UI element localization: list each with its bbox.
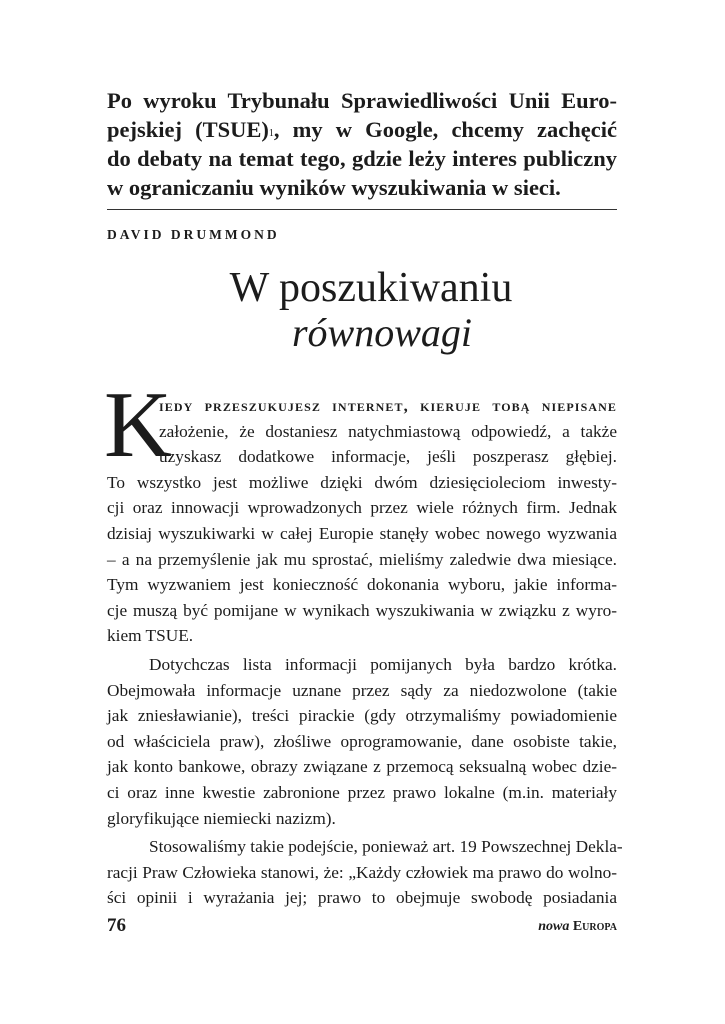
paragraph-2 [107, 652, 617, 831]
body-line: cje muszą być pomijane w wynikach wyszukiwania w związku z wyro- [107, 600, 617, 620]
body-line: racji Praw Człowieka stanowi, że: „Każdy człowiek ma prawo do wolno- [107, 862, 617, 882]
body-line: jak zniesławianie), treści pirackie (gdy otrzymaliśmy powiadomienie [107, 706, 617, 726]
paragraph-1 [104, 373, 617, 649]
article-page [104, 86, 623, 911]
drop-cap: K [104, 373, 172, 477]
article-title [107, 265, 617, 355]
body-line: Stosowaliśmy takie podejście, ponieważ art. 19 Powszechnej Dekla- [149, 837, 623, 857]
body-line: uzyskasz dodatkowe informacje, jeśli poszperasz głębiej. [159, 447, 617, 467]
lead-line-rest: , my w Google, chcemy zachęcić [273, 117, 617, 142]
title-main: W poszukiwaniu [229, 265, 513, 311]
body-line: dzisiaj wyszukiwarki w całej Europie stanęły wobec nowego wyzwania [107, 523, 617, 543]
footnote-mark[interactable]: 1 [268, 128, 274, 139]
body-line: od właściciela praw), złośliwe oprogramowanie, dane osobiste takie, [107, 731, 617, 751]
lead-line: Po wyroku Trybunału Sprawiedliwości Unii Euro- [107, 88, 617, 113]
page-footer [107, 915, 617, 939]
body-line: Dotychczas lista informacji pomijanych była bardzo krótka. [149, 654, 617, 674]
paragraph-3 [107, 834, 623, 911]
body-line: Obejmowała informacje uznane przez sądy za niedozwolone (takie [107, 680, 617, 700]
body-line: cji oraz innowacji wprowadzonych przez wiele różnych firm. Jednak [107, 498, 617, 518]
lead-paragraph [107, 86, 617, 210]
body-line: jak konto bankowe, obrazy związane z przemocą seksualną wobec dzie- [107, 757, 617, 777]
journal-name-italic: nowa [538, 919, 570, 934]
title-subtitle: równowagi [291, 310, 473, 355]
body-line: – a na przemyślenie jak mu sprostać, mieliśmy zaledwie dwa miesiące. [107, 549, 617, 569]
journal-name [538, 919, 617, 935]
lead-line: w ograniczaniu wyników wyszukiwania w sieci. [107, 175, 561, 200]
article-body [104, 373, 623, 911]
body-line: iedy przeszukujesz internet, kieruje tobą niepisane [159, 396, 617, 415]
lead-line [107, 115, 617, 144]
body-line: To wszystko jest możliwe dzięki dwóm dziesięcioleciom inwesty- [107, 472, 617, 492]
lead-line: do debaty na temat tego, gdzie leży interes publiczny [107, 146, 617, 171]
lead-line-start: pejskiej (TSUE) [107, 117, 269, 142]
body-line: gloryfikujące niemiecki nazizm). [107, 808, 336, 828]
author-name: DAVID DRUMMOND [107, 227, 280, 242]
body-line: kiem TSUE. [107, 626, 194, 646]
body-line: Tym wyzwaniem jest konieczność dokonania wyboru, jakie informa- [107, 575, 617, 595]
body-line: ci oraz inne kwestie zabronione przez prawo lokalne (m.in. materiały [107, 782, 617, 802]
page-number: 76 [107, 915, 126, 936]
body-line: założenie, że dostaniesz natychmiastową odpowiedź, a także [159, 421, 617, 441]
journal-name-caps: Europa [572, 919, 617, 934]
body-line: ści opinii i wyrażania jej; prawo to obejmuje swobodę posiadania [107, 888, 617, 908]
